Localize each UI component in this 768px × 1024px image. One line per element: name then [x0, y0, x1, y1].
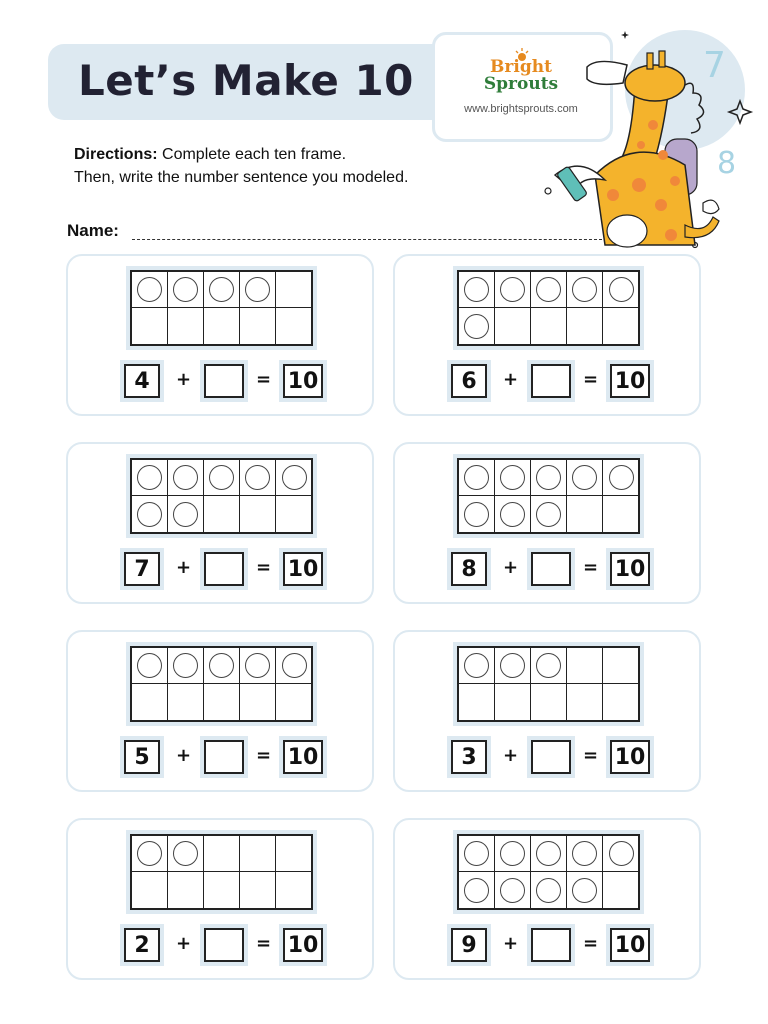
directions-line1: Complete each ten frame.	[157, 146, 347, 163]
ten-frame	[130, 834, 313, 910]
ten-frame	[130, 458, 313, 534]
ten-frame-cell	[567, 308, 603, 344]
ten-frame-cell	[276, 496, 312, 532]
addend-box: 5	[124, 740, 160, 774]
counter-circle	[464, 878, 489, 903]
ten-frame	[457, 834, 640, 910]
problem-card	[393, 254, 701, 416]
ten-frame-cell	[132, 496, 168, 532]
ten-frame-cell	[132, 684, 168, 720]
counter-circle	[245, 465, 270, 490]
ten-frame-cell	[204, 496, 240, 532]
ten-frame-cell	[459, 648, 495, 684]
counter-circle	[536, 653, 561, 678]
addend-box: 8	[451, 552, 487, 586]
ten-frame-cell	[240, 684, 276, 720]
equals-sign: =	[256, 369, 272, 390]
ten-frame-cell	[459, 308, 495, 344]
equals-sign: =	[256, 933, 272, 954]
counter-circle	[173, 841, 198, 866]
answer-box[interactable]	[531, 740, 571, 774]
number-sentence	[118, 928, 328, 968]
plus-sign: +	[503, 369, 519, 390]
addend-box: 7	[124, 552, 160, 586]
counter-circle	[536, 465, 561, 490]
counter-circle	[536, 841, 561, 866]
ten-frame-cell	[603, 684, 639, 720]
ten-frame-cell	[132, 648, 168, 684]
plus-sign: +	[503, 745, 519, 766]
counter-circle	[137, 502, 162, 527]
ten-frame-cell	[168, 648, 204, 684]
counter-circle	[173, 653, 198, 678]
name-label: Name:	[67, 221, 119, 240]
ten-frame-cell	[276, 836, 312, 872]
ten-frame-cell	[567, 684, 603, 720]
addend-box: 6	[451, 364, 487, 398]
ten-frame-cell	[495, 684, 531, 720]
ten-frame-cell	[204, 836, 240, 872]
ten-frame-cell	[531, 272, 567, 308]
counter-circle	[245, 277, 270, 302]
giraffe-illustration	[535, 25, 760, 275]
equals-sign: =	[583, 933, 599, 954]
ten-frame-cell	[240, 460, 276, 496]
ten-frame-cell	[531, 648, 567, 684]
counter-circle	[500, 465, 525, 490]
ten-frame-cell	[495, 836, 531, 872]
ten-frame-cell	[531, 308, 567, 344]
counter-circle	[536, 502, 561, 527]
problem-card	[393, 818, 701, 980]
svg-text:8: 8	[717, 146, 737, 181]
plus-sign: +	[176, 933, 192, 954]
number-sentence	[118, 740, 328, 780]
ten-frame-cell	[168, 872, 204, 908]
counter-circle	[609, 465, 634, 490]
counter-circle	[609, 277, 634, 302]
ten-frame-cell	[531, 836, 567, 872]
counter-circle	[464, 841, 489, 866]
counter-circle	[137, 465, 162, 490]
problem-card	[66, 818, 374, 980]
counter-circle	[572, 277, 597, 302]
problem-card	[393, 630, 701, 792]
answer-box[interactable]	[204, 740, 244, 774]
ten-frame	[457, 270, 640, 346]
counter-circle	[137, 841, 162, 866]
ten-frame-cell	[240, 872, 276, 908]
answer-box[interactable]	[531, 928, 571, 962]
plus-sign: +	[503, 933, 519, 954]
counter-circle	[500, 878, 525, 903]
counter-circle	[245, 653, 270, 678]
svg-text:7: 7	[703, 45, 726, 86]
answer-box[interactable]	[204, 928, 244, 962]
ten-frame-cell	[240, 836, 276, 872]
equals-sign: =	[583, 369, 599, 390]
total-box: 10	[610, 552, 650, 586]
brand-url: www.brightsprouts.com	[464, 103, 578, 115]
ten-frame-cell	[567, 648, 603, 684]
ten-frame-cell	[603, 648, 639, 684]
ten-frame-cell	[459, 872, 495, 908]
addend-box: 4	[124, 364, 160, 398]
ten-frame-cell	[204, 648, 240, 684]
ten-frame-cell	[204, 272, 240, 308]
counter-circle	[137, 277, 162, 302]
ten-frame-cell	[567, 496, 603, 532]
number-sentence	[445, 364, 655, 404]
counter-circle	[464, 653, 489, 678]
ten-frame-cell	[132, 836, 168, 872]
ten-frame-cell	[168, 684, 204, 720]
ten-frame-cell	[459, 684, 495, 720]
equals-sign: =	[583, 557, 599, 578]
ten-frame-cell	[603, 872, 639, 908]
ten-frame-cell	[495, 648, 531, 684]
counter-circle	[173, 465, 198, 490]
ten-frame-cell	[495, 308, 531, 344]
addend-box: 2	[124, 928, 160, 962]
ten-frame	[457, 458, 640, 534]
ten-frame-cell	[495, 272, 531, 308]
ten-frame-cell	[531, 872, 567, 908]
answer-box[interactable]	[204, 364, 244, 398]
directions	[74, 143, 408, 189]
counter-circle	[464, 502, 489, 527]
answer-box[interactable]	[204, 552, 244, 586]
counter-circle	[282, 653, 307, 678]
answer-box[interactable]	[531, 364, 571, 398]
counter-circle	[173, 277, 198, 302]
ten-frame-cell	[240, 648, 276, 684]
ten-frame-cell	[132, 460, 168, 496]
problem-card	[66, 442, 374, 604]
counter-circle	[500, 277, 525, 302]
ten-frame-cell	[276, 272, 312, 308]
plus-sign: +	[176, 557, 192, 578]
equals-sign: =	[583, 745, 599, 766]
counter-circle	[209, 465, 234, 490]
ten-frame-cell	[240, 272, 276, 308]
ten-frame-cell	[132, 872, 168, 908]
ten-frame-cell	[276, 648, 312, 684]
counter-circle	[464, 277, 489, 302]
ten-frame-cell	[132, 308, 168, 344]
ten-frame-cell	[132, 272, 168, 308]
counter-circle	[464, 465, 489, 490]
ten-frame-cell	[459, 496, 495, 532]
problem-card	[66, 630, 374, 792]
counter-circle	[137, 653, 162, 678]
ten-frame	[130, 646, 313, 722]
ten-frame-cell	[495, 872, 531, 908]
ten-frame-cell	[168, 836, 204, 872]
total-box: 10	[283, 740, 323, 774]
ten-frame-cell	[204, 872, 240, 908]
counter-circle	[572, 465, 597, 490]
number-sentence	[445, 740, 655, 780]
counter-circle	[464, 314, 489, 339]
counter-circle	[500, 502, 525, 527]
ten-frame-cell	[276, 460, 312, 496]
total-box: 10	[283, 364, 323, 398]
addend-box: 3	[451, 740, 487, 774]
total-box: 10	[283, 552, 323, 586]
number-sentence	[445, 552, 655, 592]
brand-name-line2: Sprouts	[483, 74, 559, 94]
ten-frame-cell	[603, 496, 639, 532]
name-input-line[interactable]	[132, 239, 602, 240]
ten-frame-cell	[276, 872, 312, 908]
ten-frame-cell	[459, 460, 495, 496]
addend-box: 9	[451, 928, 487, 962]
answer-box[interactable]	[531, 552, 571, 586]
ten-frame-cell	[603, 836, 639, 872]
counter-circle	[500, 841, 525, 866]
total-box: 10	[283, 928, 323, 962]
counter-circle	[173, 502, 198, 527]
plus-sign: +	[176, 745, 192, 766]
ten-frame-cell	[276, 308, 312, 344]
ten-frame-cell	[240, 496, 276, 532]
counter-circle	[572, 878, 597, 903]
ten-frame-cell	[603, 308, 639, 344]
ten-frame-cell	[531, 684, 567, 720]
ten-frame-cell	[567, 872, 603, 908]
ten-frame-cell	[240, 308, 276, 344]
counter-circle	[536, 878, 561, 903]
ten-frame-cell	[459, 272, 495, 308]
ten-frame-cell	[603, 460, 639, 496]
counter-circle	[609, 841, 634, 866]
total-box: 10	[610, 928, 650, 962]
total-box: 10	[610, 364, 650, 398]
counter-circle	[209, 277, 234, 302]
ten-frame-cell	[168, 272, 204, 308]
equals-sign: =	[256, 557, 272, 578]
ten-frame	[130, 270, 313, 346]
ten-frame-cell	[204, 684, 240, 720]
equals-sign: =	[256, 745, 272, 766]
plus-sign: +	[503, 557, 519, 578]
ten-frame-cell	[204, 460, 240, 496]
ten-frame-cell	[168, 460, 204, 496]
ten-frame-cell	[168, 308, 204, 344]
directions-line2: Then, write the number sentence you modeled.	[74, 169, 409, 186]
ten-frame-cell	[531, 496, 567, 532]
brand-name-line1: Bright	[490, 57, 552, 77]
ten-frame-cell	[567, 460, 603, 496]
ten-frame-cell	[603, 272, 639, 308]
ten-frame-cell	[495, 496, 531, 532]
ten-frame-cell	[567, 272, 603, 308]
counter-circle	[536, 277, 561, 302]
directions-label: Directions:	[74, 146, 158, 163]
total-box: 10	[610, 740, 650, 774]
counter-circle	[282, 465, 307, 490]
counter-circle	[209, 653, 234, 678]
page-title: Let’s Make 10	[78, 56, 414, 105]
ten-frame-cell	[276, 684, 312, 720]
number-sentence	[445, 928, 655, 968]
ten-frame-cell	[459, 836, 495, 872]
problem-card	[393, 442, 701, 604]
ten-frame-cell	[531, 460, 567, 496]
ten-frame-cell	[495, 460, 531, 496]
ten-frame-cell	[567, 836, 603, 872]
number-sentence	[118, 552, 328, 592]
plus-sign: +	[176, 369, 192, 390]
ten-frame	[457, 646, 640, 722]
number-sentence	[118, 364, 328, 404]
ten-frame-cell	[168, 496, 204, 532]
problem-card	[66, 254, 374, 416]
counter-circle	[572, 841, 597, 866]
ten-frame-cell	[204, 308, 240, 344]
counter-circle	[500, 653, 525, 678]
